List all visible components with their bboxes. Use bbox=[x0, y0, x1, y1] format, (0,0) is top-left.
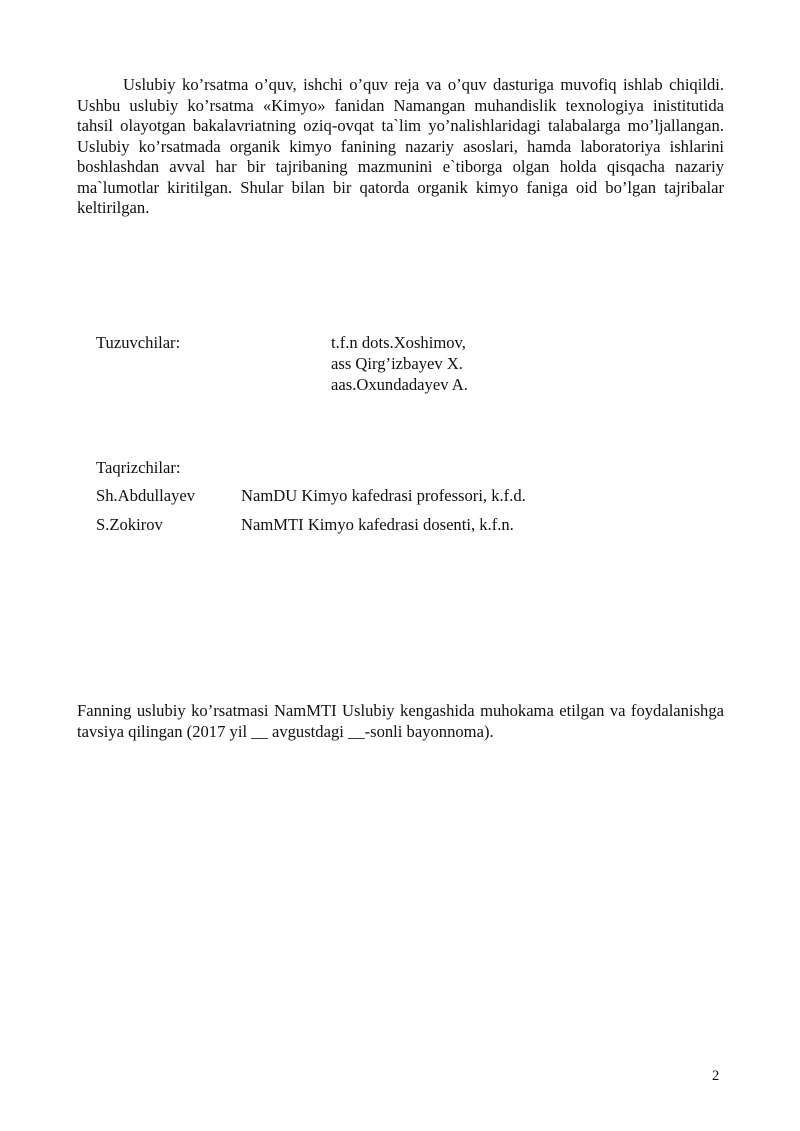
reviewer-row bbox=[96, 514, 514, 535]
reviewers-label: Taqrizchilar: bbox=[96, 458, 181, 477]
reviewer-row bbox=[96, 485, 526, 506]
approval-paragraph: Fanning uslubiy ko’rsatmasi NamMTI Uslubiy kengashida muhokama etilgan va foydalanishga tavsiya qilingan (2017 yil __ avgustdagi __-sonli bayonnoma). bbox=[77, 701, 724, 741]
author-name: ass Qirg’izbayev X. bbox=[331, 354, 463, 373]
reviewer-name: Sh.Abdullayev bbox=[96, 486, 196, 505]
page-number: 2 bbox=[712, 1068, 720, 1084]
author-name: t.f.n dots.Xoshimov, bbox=[331, 333, 466, 352]
reviewer-position: NamMTI Kimyo kafedrasi dosenti, k.f.n. bbox=[241, 515, 514, 534]
reviewer-name: S.Zokirov bbox=[96, 515, 163, 534]
authors-label: Tuzuvchilar: bbox=[96, 333, 181, 352]
intro-paragraph: Uslubiy ko’rsatma o’quv, ishchi o’quv reja va o’quv dasturiga muvofiq ishlab chiqildi. Ushbu uslubiy ko’rsatma «Kimyo» fanidan Namangan muhandislik texnologiya inistitutida tahsil olayotgan bakalavriatning oziq-ovqat ta`lim yo’nalishlaridagi talabalarga mo’ljallangan. Uslubiy ko’rsatmada organik kimyo fanining nazariy asoslari, hamda laboratoriya ishlarini boshlashdan avval har bir tajribaning mazmunini e`tiborga olgan holda qisqacha nazariy ma`lumotlar kiritilgan. Shular bilan bir qatorda organik kimyo faniga oid bo’lgan tajribalar keltirilgan. bbox=[77, 75, 724, 217]
author-name: aas.Oxundadayev A. bbox=[331, 375, 468, 394]
reviewer-position: NamDU Kimyo kafedrasi professori, k.f.d. bbox=[241, 486, 526, 505]
authors-list bbox=[331, 332, 468, 395]
